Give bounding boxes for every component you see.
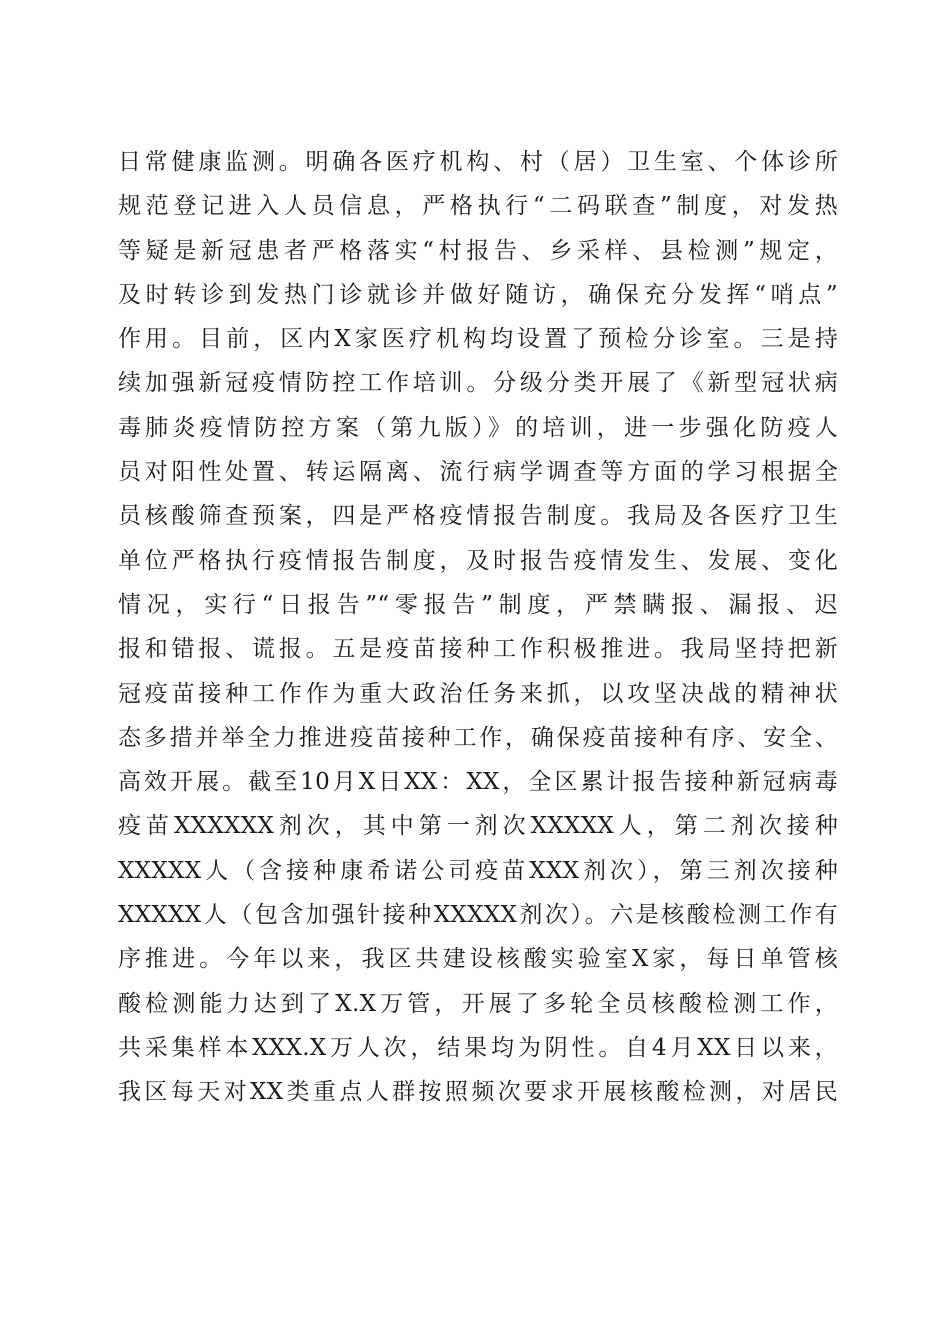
- text-line-13: 冠疫苗接种工作作为重大政治任务来抓，以攻坚决战的精神状: [118, 680, 838, 707]
- text-line-20: 酸检测能力达到了X.X万管，开展了多轮全员核酸检测工作，: [118, 990, 838, 1017]
- text-line-6: 续加强新冠疫情防控工作培训。分级分类开展了《新型冠状病: [118, 370, 838, 397]
- text-line-19: 序推进。今年以来，我区共建设核酸实验室X家，每日单管核: [118, 946, 838, 973]
- text-line-5: 作用。目前，区内X家医疗机构均设置了预检分诊室。三是持: [118, 326, 838, 353]
- body-paragraph: [118, 140, 838, 1115]
- text-line-2: 规范登记进入人员信息，严格执行“二码联查”制度，对发热: [118, 193, 838, 220]
- text-line-7: 毒肺炎疫情防控方案（第九版）》的培训，进一步强化防疫人: [118, 414, 838, 441]
- text-line-8: 员对阳性处置、转运隔离、流行病学调查等方面的学习根据全: [118, 459, 838, 486]
- text-line-9: 员核酸筛查预案，四是严格疫情报告制度。我局及各医疗卫生: [118, 503, 838, 530]
- text-line-12: 报和错报、谎报。五是疫苗接种工作积极推进。我局坚持把新: [118, 636, 838, 663]
- text-line-18: XXXXX人（包含加强针接种XXXXX剂次）。六是核酸检测工作有: [118, 902, 838, 929]
- text-line-15: 高效开展。截至10月X日XX：XX，全区累计报告接种新冠病毒: [118, 769, 838, 796]
- text-line-3: 等疑是新冠患者严格落实“村报告、乡采样、县检测”规定，: [118, 237, 838, 264]
- text-line-4: 及时转诊到发热门诊就诊并做好随访，确保充分发挥“哨点”: [118, 281, 838, 308]
- text-line-17: XXXXX人（含接种康希诺公司疫苗XXX剂次），第三剂次接种: [118, 857, 838, 884]
- text-line-22: 我区每天对XX类重点人群按照频次要求开展核酸检测，对居民: [118, 1079, 838, 1106]
- text-line-16: 疫苗XXXXXX剂次，其中第一剂次XXXXX人，第二剂次接种: [118, 813, 838, 840]
- text-line-21: 共采集样本XXX.X万人次，结果均为阴性。自4月XX日以来，: [118, 1034, 838, 1061]
- text-line-11: 情况，实行“日报告”“零报告”制度，严禁瞒报、漏报、迟: [118, 591, 838, 618]
- text-line-1: 日常健康监测。明确各医疗机构、村（居）卫生室、个体诊所: [118, 149, 838, 175]
- text-line-10: 单位严格执行疫情报告制度，及时报告疫情发生、发展、变化: [118, 547, 838, 574]
- text-line-14: 态多措并举全力推进疫苗接种工作，确保疫苗接种有序、安全、: [118, 724, 838, 751]
